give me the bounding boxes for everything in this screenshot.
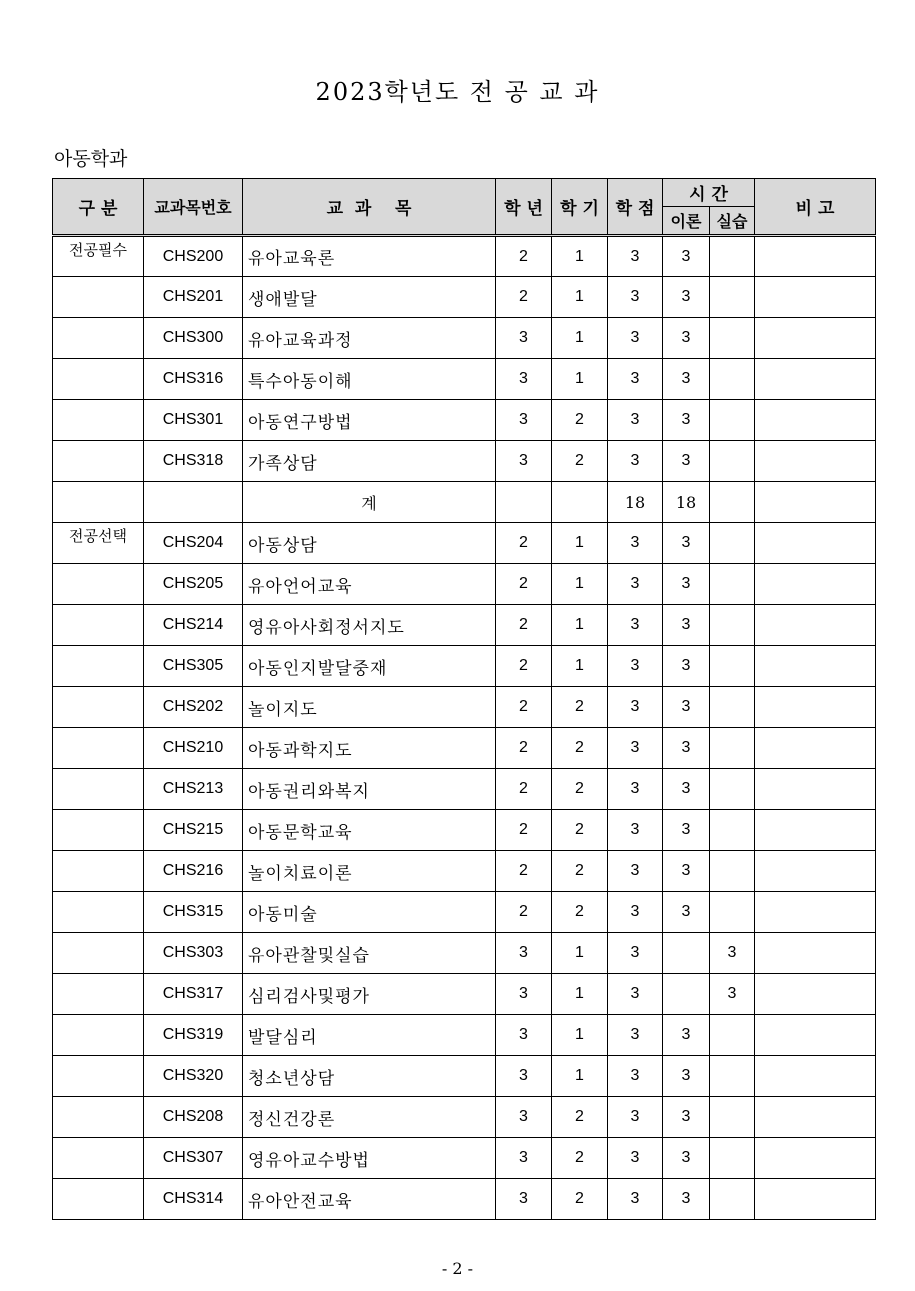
course-name: 발달심리	[243, 1015, 496, 1056]
remarks-cell	[755, 441, 876, 482]
remarks-cell	[755, 359, 876, 400]
remarks-cell	[755, 236, 876, 277]
theory-hours-cell: 3	[663, 1097, 710, 1138]
course-code: CHS200	[144, 236, 243, 277]
category-cell: 전공선택	[53, 523, 144, 564]
remarks-cell	[755, 277, 876, 318]
table-row	[53, 810, 876, 851]
course-code: CHS316	[144, 359, 243, 400]
category-cell	[53, 277, 144, 318]
credits-cell: 3	[608, 523, 663, 564]
year-cell: 2	[496, 769, 552, 810]
category-cell	[53, 974, 144, 1015]
category-cell	[53, 687, 144, 728]
course-name: 아동상담	[243, 523, 496, 564]
practice-hours-cell	[710, 1138, 755, 1179]
theory-hours-cell: 3	[663, 1179, 710, 1220]
table-row	[53, 1138, 876, 1179]
course-name: 아동미술	[243, 892, 496, 933]
theory-hours-cell: 3	[663, 236, 710, 277]
credits-cell: 3	[608, 1056, 663, 1097]
course-code: CHS319	[144, 1015, 243, 1056]
course-name: 유아교육론	[243, 236, 496, 277]
course-name: 놀이치료이론	[243, 851, 496, 892]
year-cell: 3	[496, 318, 552, 359]
theory-hours-cell: 3	[663, 687, 710, 728]
course-code: CHS314	[144, 1179, 243, 1220]
subtotal-label: 계	[243, 482, 496, 523]
table-row	[53, 974, 876, 1015]
course-code: CHS213	[144, 769, 243, 810]
credits-cell: 3	[608, 400, 663, 441]
remarks-cell	[755, 810, 876, 851]
course-name: 놀이지도	[243, 687, 496, 728]
credits-cell: 3	[608, 564, 663, 605]
year-cell: 2	[496, 523, 552, 564]
table-row	[53, 236, 876, 277]
year-cell: 2	[496, 892, 552, 933]
year-cell: 3	[496, 933, 552, 974]
category-cell	[53, 1056, 144, 1097]
category-cell	[53, 318, 144, 359]
category-cell	[53, 441, 144, 482]
course-name: 영유아교수방법	[243, 1138, 496, 1179]
practice-hours-cell	[710, 277, 755, 318]
course-name: 유아교육과정	[243, 318, 496, 359]
practice-hours-cell	[710, 1015, 755, 1056]
remarks-cell	[755, 933, 876, 974]
semester-cell: 1	[552, 1015, 608, 1056]
year-cell: 2	[496, 851, 552, 892]
semester-cell: 1	[552, 359, 608, 400]
remarks-cell	[755, 482, 876, 523]
credits-cell: 3	[608, 318, 663, 359]
header-remarks: 비 고	[755, 179, 876, 236]
credits-cell: 3	[608, 769, 663, 810]
credits-cell: 3	[608, 974, 663, 1015]
course-name: 특수아동이해	[243, 359, 496, 400]
practice-hours-cell	[710, 400, 755, 441]
remarks-cell	[755, 1138, 876, 1179]
year-cell: 2	[496, 564, 552, 605]
category-cell	[53, 605, 144, 646]
practice-hours-cell	[710, 646, 755, 687]
theory-hours-cell: 3	[663, 523, 710, 564]
remarks-cell	[755, 769, 876, 810]
practice-hours-cell	[710, 687, 755, 728]
semester-cell: 2	[552, 1138, 608, 1179]
year-cell: 2	[496, 687, 552, 728]
year-cell: 2	[496, 236, 552, 277]
header-code: 교과목번호	[144, 179, 243, 236]
course-code	[144, 482, 243, 523]
course-name: 아동과학지도	[243, 728, 496, 769]
credits-cell: 3	[608, 605, 663, 646]
credits-cell: 3	[608, 892, 663, 933]
category-cell	[53, 810, 144, 851]
theory-hours-cell: 3	[663, 400, 710, 441]
semester-cell: 2	[552, 892, 608, 933]
semester-cell: 2	[552, 728, 608, 769]
practice-hours-cell	[710, 769, 755, 810]
category-cell	[53, 728, 144, 769]
credits-cell: 3	[608, 687, 663, 728]
course-code: CHS301	[144, 400, 243, 441]
theory-hours-cell: 3	[663, 892, 710, 933]
category-cell	[53, 1179, 144, 1220]
header-hours: 시 간	[663, 179, 755, 207]
remarks-cell	[755, 1056, 876, 1097]
remarks-cell	[755, 728, 876, 769]
theory-hours-cell	[663, 933, 710, 974]
course-name: 아동권리와복지	[243, 769, 496, 810]
year-cell: 3	[496, 400, 552, 441]
semester-cell: 1	[552, 933, 608, 974]
practice-hours-cell	[710, 605, 755, 646]
year-cell: 3	[496, 359, 552, 400]
table-row	[53, 400, 876, 441]
category-cell	[53, 851, 144, 892]
table-row	[53, 1056, 876, 1097]
table-header	[53, 179, 876, 236]
course-name: 유아안전교육	[243, 1179, 496, 1220]
header-practice: 실습	[710, 207, 755, 236]
practice-hours-cell	[710, 1097, 755, 1138]
practice-hours-cell	[710, 851, 755, 892]
table-row	[53, 687, 876, 728]
table-row	[53, 646, 876, 687]
practice-hours-cell	[710, 523, 755, 564]
category-cell	[53, 1138, 144, 1179]
credits-cell: 3	[608, 441, 663, 482]
category-cell	[53, 359, 144, 400]
category-cell: 전공필수	[53, 236, 144, 277]
theory-hours-cell: 3	[663, 564, 710, 605]
theory-hours-cell: 3	[663, 646, 710, 687]
theory-hours-cell: 3	[663, 1056, 710, 1097]
remarks-cell	[755, 1097, 876, 1138]
practice-hours-cell	[710, 359, 755, 400]
course-code: CHS201	[144, 277, 243, 318]
practice-hours-cell: 3	[710, 933, 755, 974]
course-name: 아동문학교육	[243, 810, 496, 851]
department-name: 아동학과	[54, 148, 128, 170]
semester-cell: 1	[552, 646, 608, 687]
page-title: 2023학년도 전 공 교 과	[315, 78, 600, 106]
year-cell: 3	[496, 1056, 552, 1097]
table-row	[53, 769, 876, 810]
semester-cell: 2	[552, 1097, 608, 1138]
remarks-cell	[755, 851, 876, 892]
course-code: CHS205	[144, 564, 243, 605]
semester-cell: 2	[552, 400, 608, 441]
credits-cell: 3	[608, 1179, 663, 1220]
course-table	[52, 178, 876, 1220]
credits-cell: 3	[608, 1138, 663, 1179]
course-code: CHS214	[144, 605, 243, 646]
category-cell	[53, 400, 144, 441]
remarks-cell	[755, 400, 876, 441]
credits-cell: 3	[608, 646, 663, 687]
course-code: CHS216	[144, 851, 243, 892]
table-row	[53, 728, 876, 769]
semester-cell: 1	[552, 277, 608, 318]
credits-cell: 3	[608, 1015, 663, 1056]
semester-cell: 1	[552, 605, 608, 646]
year-cell: 3	[496, 974, 552, 1015]
remarks-cell	[755, 564, 876, 605]
theory-hours-cell: 3	[663, 277, 710, 318]
header-year: 학 년	[496, 179, 552, 236]
practice-hours-cell	[710, 810, 755, 851]
theory-hours-cell: 3	[663, 810, 710, 851]
semester-cell: 2	[552, 441, 608, 482]
remarks-cell	[755, 646, 876, 687]
course-code: CHS202	[144, 687, 243, 728]
credits-cell: 3	[608, 810, 663, 851]
course-code: CHS318	[144, 441, 243, 482]
semester-cell: 2	[552, 687, 608, 728]
header-semester: 학 기	[552, 179, 608, 236]
table-row	[53, 564, 876, 605]
category-cell	[53, 933, 144, 974]
course-name: 유아관찰및실습	[243, 933, 496, 974]
remarks-cell	[755, 1179, 876, 1220]
category-cell	[53, 482, 144, 523]
credits-cell: 3	[608, 851, 663, 892]
practice-hours-cell	[710, 728, 755, 769]
header-category: 구 분	[53, 179, 144, 236]
category-cell	[53, 1015, 144, 1056]
course-code: CHS210	[144, 728, 243, 769]
remarks-cell	[755, 687, 876, 728]
course-code: CHS305	[144, 646, 243, 687]
course-name: 아동인지발달중재	[243, 646, 496, 687]
year-cell: 3	[496, 1138, 552, 1179]
table-row	[53, 359, 876, 400]
remarks-cell	[755, 892, 876, 933]
table-row	[53, 851, 876, 892]
table-row	[53, 523, 876, 564]
practice-hours-cell: 3	[710, 974, 755, 1015]
category-cell	[53, 564, 144, 605]
practice-hours-cell	[710, 441, 755, 482]
table-row	[53, 605, 876, 646]
theory-hours-cell	[663, 974, 710, 1015]
remarks-cell	[755, 974, 876, 1015]
course-code: CHS307	[144, 1138, 243, 1179]
year-cell: 2	[496, 728, 552, 769]
table-row	[53, 933, 876, 974]
category-cell	[53, 769, 144, 810]
semester-cell: 2	[552, 1179, 608, 1220]
subtotal-credits: 18	[608, 482, 663, 523]
practice-hours-cell	[710, 1179, 755, 1220]
course-name: 청소년상담	[243, 1056, 496, 1097]
semester-cell: 1	[552, 318, 608, 359]
category-cell	[53, 1097, 144, 1138]
course-code: CHS317	[144, 974, 243, 1015]
table-row	[53, 1015, 876, 1056]
header-credits: 학 점	[608, 179, 663, 236]
course-name: 가족상담	[243, 441, 496, 482]
course-code: CHS320	[144, 1056, 243, 1097]
year-cell: 2	[496, 810, 552, 851]
year-cell: 3	[496, 441, 552, 482]
practice-hours-cell	[710, 482, 755, 523]
semester-cell: 2	[552, 769, 608, 810]
theory-hours-cell: 3	[663, 441, 710, 482]
course-name: 생애발달	[243, 277, 496, 318]
table-row	[53, 1179, 876, 1220]
category-cell	[53, 892, 144, 933]
header-course: 교 과 목	[243, 179, 496, 236]
course-code: CHS315	[144, 892, 243, 933]
semester-cell	[552, 482, 608, 523]
year-cell: 3	[496, 1179, 552, 1220]
credits-cell: 3	[608, 1097, 663, 1138]
remarks-cell	[755, 1015, 876, 1056]
course-code: CHS300	[144, 318, 243, 359]
theory-hours-cell: 3	[663, 1015, 710, 1056]
table-row	[53, 277, 876, 318]
year-cell: 3	[496, 1097, 552, 1138]
year-cell: 3	[496, 1015, 552, 1056]
practice-hours-cell	[710, 1056, 755, 1097]
table-row	[53, 318, 876, 359]
theory-hours-cell: 3	[663, 359, 710, 400]
semester-cell: 1	[552, 1056, 608, 1097]
credits-cell: 3	[608, 277, 663, 318]
table-row	[53, 1097, 876, 1138]
course-name: 심리검사및평가	[243, 974, 496, 1015]
remarks-cell	[755, 605, 876, 646]
credits-cell: 3	[608, 933, 663, 974]
year-cell: 2	[496, 605, 552, 646]
header-theory: 이론	[663, 207, 710, 236]
page-number: - 2 -	[441, 1259, 474, 1278]
practice-hours-cell	[710, 892, 755, 933]
theory-hours-cell: 3	[663, 318, 710, 359]
course-code: CHS303	[144, 933, 243, 974]
theory-hours-cell: 3	[663, 605, 710, 646]
remarks-cell	[755, 523, 876, 564]
course-name: 정신건강론	[243, 1097, 496, 1138]
course-code: CHS204	[144, 523, 243, 564]
theory-hours-cell: 3	[663, 728, 710, 769]
category-cell	[53, 646, 144, 687]
subtotal-theory: 18	[663, 482, 710, 523]
credits-cell: 3	[608, 728, 663, 769]
course-code: CHS208	[144, 1097, 243, 1138]
course-name: 영유아사회정서지도	[243, 605, 496, 646]
practice-hours-cell	[710, 236, 755, 277]
semester-cell: 1	[552, 236, 608, 277]
practice-hours-cell	[710, 318, 755, 359]
subtotal-row	[53, 482, 876, 523]
course-code: CHS215	[144, 810, 243, 851]
year-cell: 2	[496, 277, 552, 318]
theory-hours-cell: 3	[663, 1138, 710, 1179]
credits-cell: 3	[608, 359, 663, 400]
remarks-cell	[755, 318, 876, 359]
credits-cell: 3	[608, 236, 663, 277]
course-name: 아동연구방법	[243, 400, 496, 441]
course-name: 유아언어교육	[243, 564, 496, 605]
table-row	[53, 441, 876, 482]
year-cell	[496, 482, 552, 523]
practice-hours-cell	[710, 564, 755, 605]
table-row	[53, 892, 876, 933]
semester-cell: 1	[552, 523, 608, 564]
semester-cell: 2	[552, 851, 608, 892]
year-cell: 2	[496, 646, 552, 687]
table-body	[53, 236, 876, 1220]
semester-cell: 1	[552, 974, 608, 1015]
semester-cell: 2	[552, 810, 608, 851]
theory-hours-cell: 3	[663, 851, 710, 892]
semester-cell: 1	[552, 564, 608, 605]
theory-hours-cell: 3	[663, 769, 710, 810]
